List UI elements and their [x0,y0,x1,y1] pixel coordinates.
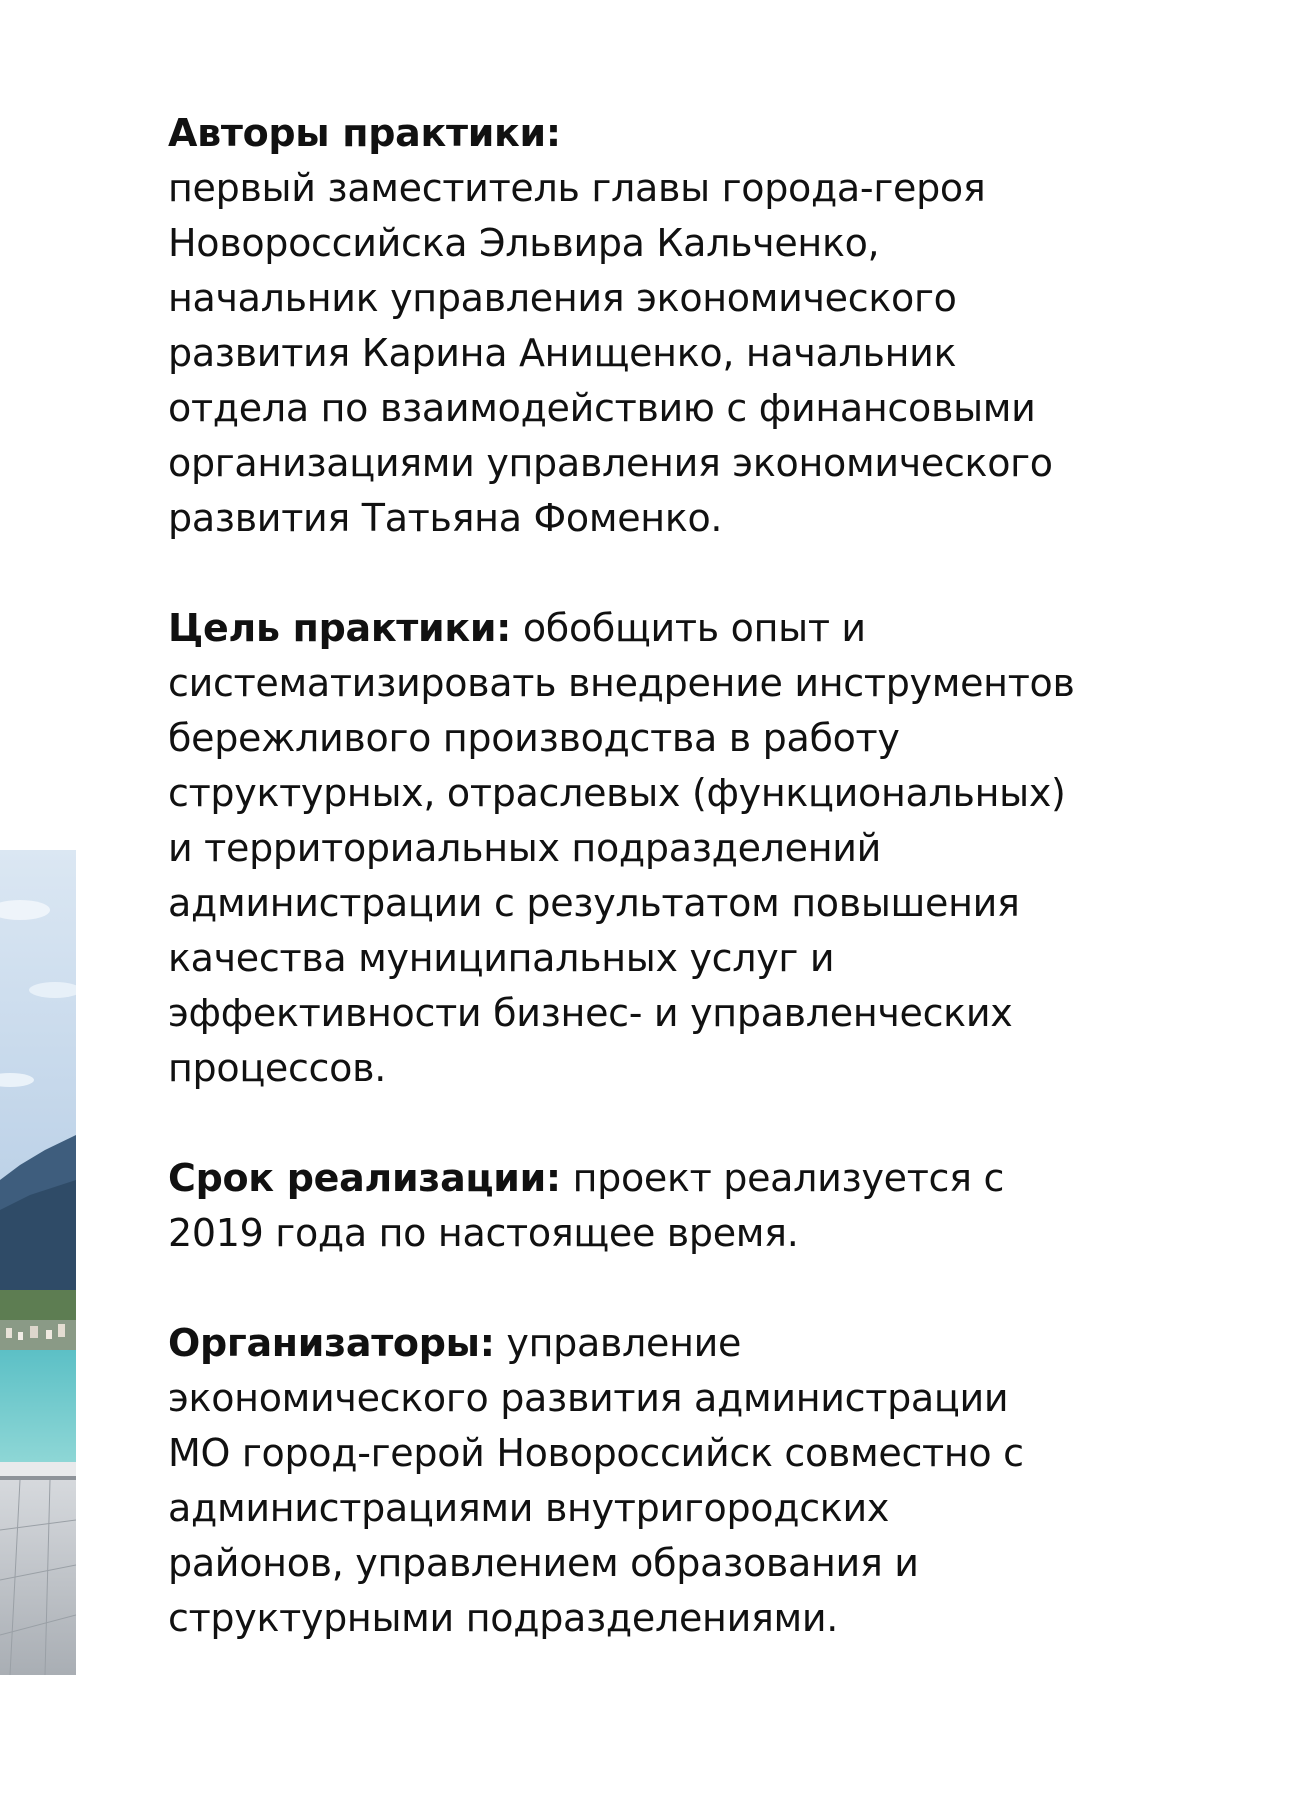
embankment-photo-graphic [0,850,76,1675]
authors-line: первый заместитель главы города-героя [168,166,986,210]
authors-line: начальник управления экономического [168,276,957,320]
goal-line: и территориальных подразделений [168,826,882,870]
organizers-line: структурными подразделениями. [168,1596,839,1640]
term-text-start: проект реализуется с [560,1156,1005,1200]
authors-line: организациями управления экономического [168,441,1053,485]
authors-line: отдела по взаимодействию с финансовыми [168,386,1036,430]
goal-text-start: обобщить опыт и [511,606,866,650]
organizers-line: районов, управлением образования и [168,1541,919,1585]
organizers-text-start: управление [494,1321,742,1365]
term-line: 2019 года по настоящее время. [168,1211,799,1255]
authors-line: развития Карина Анищенко, начальник [168,331,957,375]
goal-section [168,601,1075,1096]
goal-heading: Цель практики: [168,606,512,650]
goal-line: бережливого производства в работу [168,716,900,760]
embankment-photo [0,850,76,1675]
organizers-heading: Организаторы: [168,1321,495,1365]
term-section [168,1151,1068,1261]
term-first-line [168,1151,1068,1206]
practice-description [168,106,1075,1701]
goal-line: систематизировать внедрение инструментов [168,661,1075,705]
goal-line: администрации с результатом повышения [168,881,1020,925]
authors-heading: Авторы практики: [168,111,561,155]
organizers-section [168,1316,1068,1646]
organizers-line: экономического развития администрации [168,1376,1009,1420]
organizers-first-line [168,1316,1068,1371]
goal-line: структурных, отраслевых (функциональных) [168,771,1066,815]
authors-line: развития Татьяна Фоменко. [168,496,723,540]
goal-line: процессов. [168,1046,386,1090]
authors-section [168,106,1068,546]
authors-line: Новороссийска Эльвира Кальченко, [168,221,880,265]
goal-first-line [168,601,1068,656]
goal-line: эффективности бизнес- и управленческих [168,991,1013,1035]
goal-line: качества муниципальных услуг и [168,936,835,980]
organizers-line: МО город-герой Новороссийск совместно с [168,1431,1024,1475]
organizers-line: администрациями внутригородских [168,1486,890,1530]
term-heading: Срок реализации: [168,1156,561,1200]
